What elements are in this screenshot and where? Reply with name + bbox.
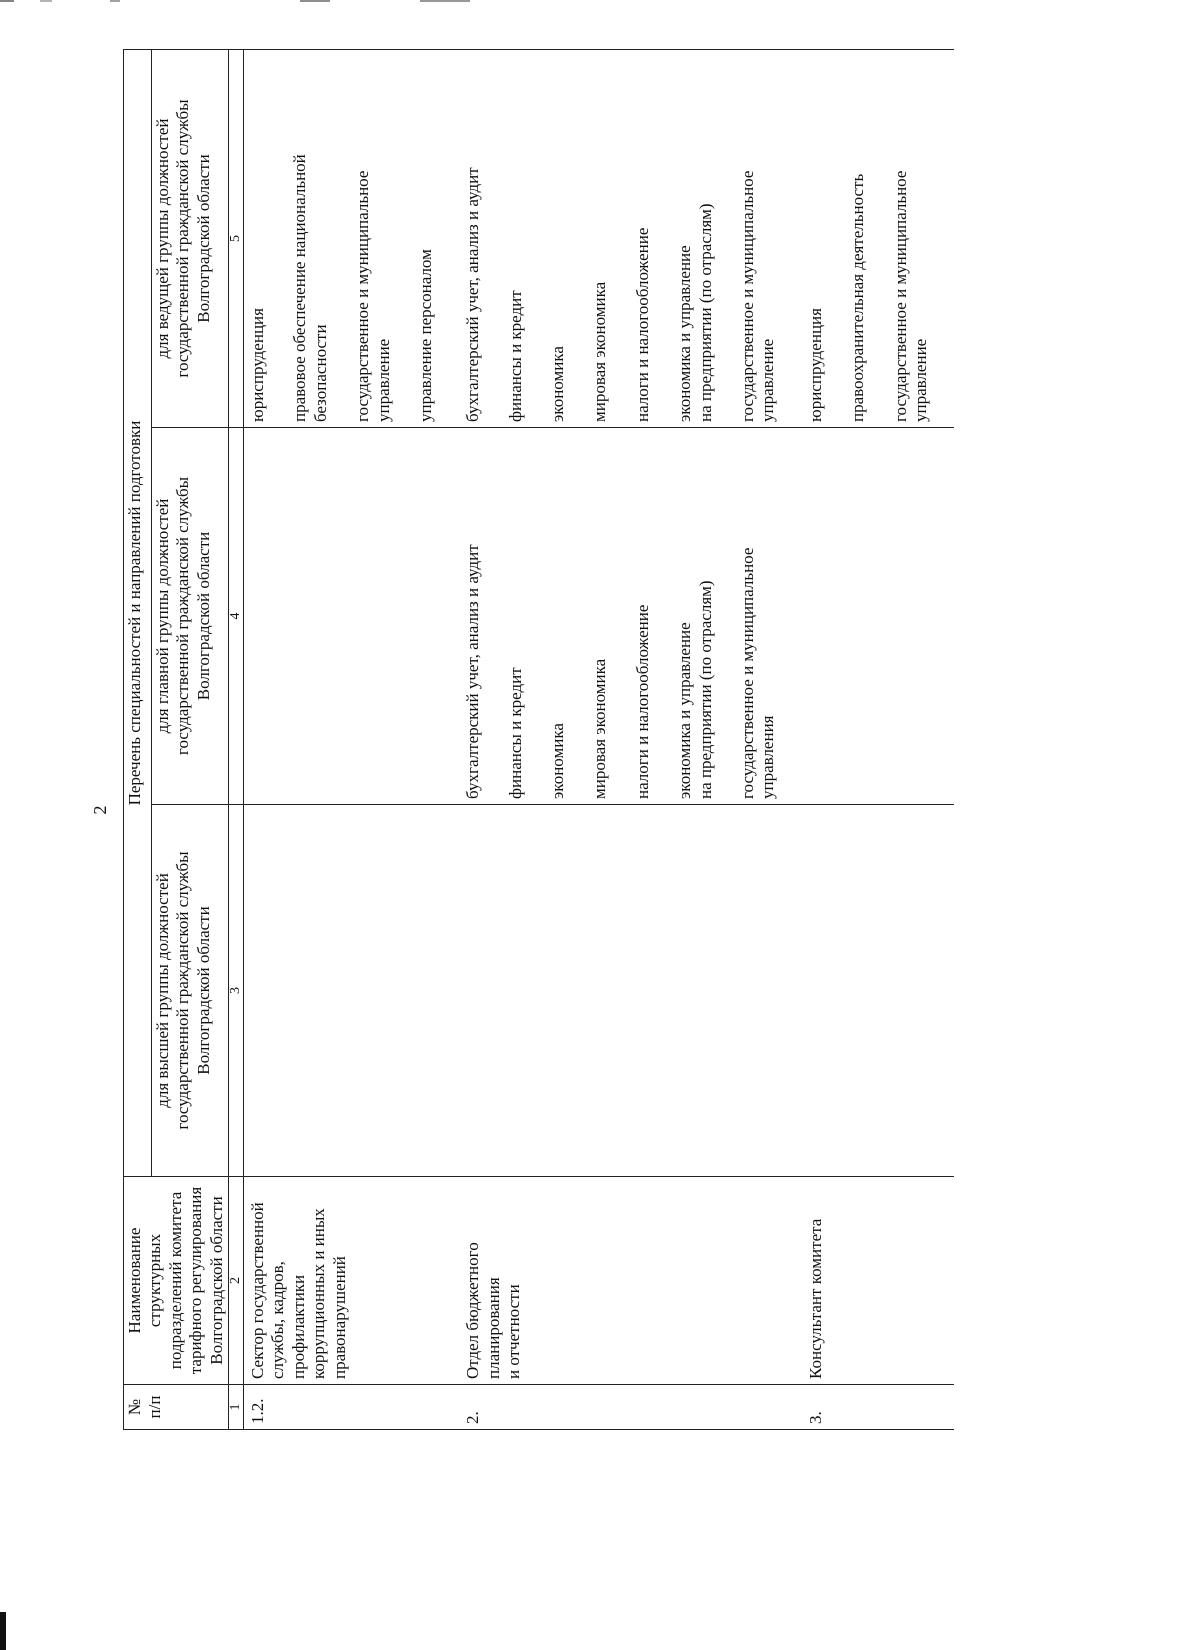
row-division-name bbox=[459, 1177, 802, 1385]
column-number: 3 bbox=[228, 805, 243, 1177]
specialty-item: мировая экономика bbox=[590, 281, 610, 422]
specialty-item: государственное и муниципальное управление bbox=[353, 170, 393, 422]
table-row bbox=[243, 50, 459, 1430]
row-higher-specialties bbox=[459, 805, 802, 1177]
column-number: 4 bbox=[228, 428, 243, 805]
row-main-specialties bbox=[459, 428, 802, 805]
row-number: 1.2. bbox=[243, 1385, 459, 1430]
row-division-name-text: Отдел бюджетного планирования и отчетности bbox=[463, 1242, 524, 1379]
row-number: 3. bbox=[802, 1385, 955, 1430]
row-division-name-text: Консультант комитета bbox=[805, 1218, 825, 1379]
specialty-item: правоохранительная деятельность bbox=[848, 173, 868, 422]
specialties-table bbox=[123, 49, 954, 1430]
row-main-specialties bbox=[802, 428, 955, 805]
specialty-item: управление персоналом bbox=[415, 249, 435, 422]
specialty-item: экономика bbox=[548, 723, 568, 799]
row-division-name bbox=[802, 1177, 955, 1385]
header-division-name: Наименование структурных подразделений комитета тарифного регулирования Волгоградской области bbox=[124, 1177, 229, 1385]
specialty-item: бухгалтерский учет, анализ и аудит bbox=[463, 544, 483, 799]
row-leading-specialties bbox=[459, 50, 802, 428]
column-number: 1 bbox=[228, 1385, 243, 1430]
row-higher-specialties bbox=[243, 805, 459, 1177]
specialty-item: экономика bbox=[548, 346, 568, 422]
column-number: 5 bbox=[228, 50, 243, 428]
table-row bbox=[459, 50, 802, 1430]
specialty-item: налоги и налогообложение bbox=[632, 227, 652, 422]
specialty-item: финансы и кредит bbox=[505, 667, 525, 799]
specialty-item: правовое обеспечение национальной безопасности bbox=[290, 154, 330, 422]
specialty-item: юриспруденция bbox=[247, 308, 267, 422]
row-division-name bbox=[243, 1177, 459, 1385]
column-number: 2 bbox=[228, 1177, 243, 1385]
specialty-item: мировая экономика bbox=[590, 658, 610, 799]
row-division-name-text: Сектор государственной службы, кадров, профилактики коррупционных и иных правонарушений bbox=[247, 1202, 349, 1379]
specialty-item: экономика и управление на предприятии (по отраслям) bbox=[675, 203, 715, 422]
row-main-specialties bbox=[243, 428, 459, 805]
page-number: 2 bbox=[90, 805, 110, 815]
specialty-item: налоги и налогообложение bbox=[632, 604, 652, 799]
specialty-item: государственное и муниципальное управления bbox=[738, 547, 778, 799]
row-leading-specialties bbox=[243, 50, 459, 428]
specialty-item: бухгалтерский учет, анализ и аудит bbox=[463, 167, 483, 422]
specialty-item: экономика и управление на предприятии (по отраслям) bbox=[675, 580, 715, 799]
row-leading-specialties bbox=[802, 50, 955, 428]
specialty-item: финансы и кредит bbox=[505, 290, 525, 422]
specialty-item: государственное и муниципальное управление bbox=[890, 170, 930, 422]
row-higher-specialties bbox=[802, 805, 955, 1177]
header-higher-group: для высшей группы должностей государственной гражданской службы Волгоградской области bbox=[152, 805, 229, 1177]
header-leading-group: для ведущей группы должностей государственной гражданской службы Волгоградской области bbox=[152, 50, 229, 428]
header-main-group: для главной группы должностей государственной гражданской службы Волгоградской области bbox=[152, 428, 229, 805]
row-number: 2. bbox=[459, 1385, 802, 1430]
header-specialties-group: Перечень специальностей и направлений подготовки bbox=[124, 50, 152, 1177]
table-row bbox=[802, 50, 955, 1430]
specialty-item: государственное и муниципальное управление bbox=[738, 170, 778, 422]
header-number: № п/п bbox=[124, 1385, 229, 1430]
specialty-item: юриспруденция bbox=[805, 308, 825, 422]
